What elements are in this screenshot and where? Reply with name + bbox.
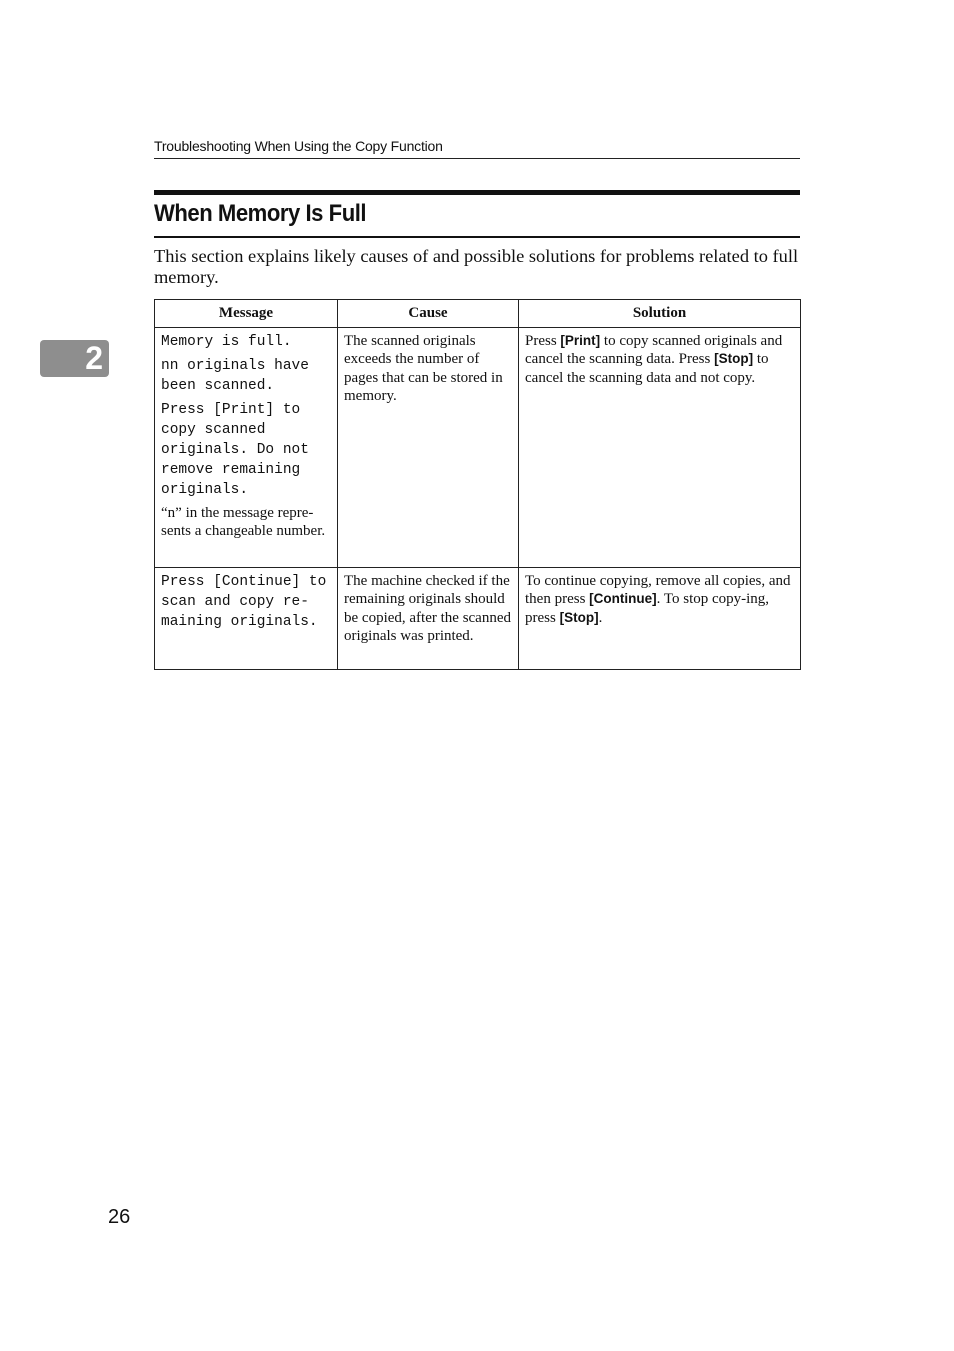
solution-text: Press bbox=[525, 333, 561, 349]
running-header: Troubleshooting When Using the Copy Function bbox=[154, 138, 800, 159]
stop-key-label: [Stop] bbox=[559, 609, 599, 625]
solution-text: to copy scanned originals and cancel the scanning data. Press bbox=[525, 333, 783, 368]
cause-cell: The scanned originals exceeds the number of pages that can be stored in memory. bbox=[338, 328, 519, 568]
column-header-solution: Solution bbox=[519, 300, 801, 328]
continue-key-label: [Continue] bbox=[589, 591, 657, 607]
column-header-message: Message bbox=[155, 300, 338, 328]
message-cell bbox=[155, 568, 338, 670]
message-line: Press [Continue] to scan and copy re-maining originals. bbox=[161, 574, 327, 630]
stop-key-label: [Stop] bbox=[714, 351, 754, 367]
message-line: Press [Print] to copy scanned originals. Do not remove remaining originals. bbox=[161, 402, 309, 498]
solution-text: to cancel the scanning data and not copy. bbox=[525, 351, 769, 386]
message-line: nn originals have been scanned. bbox=[161, 358, 309, 394]
chapter-tab bbox=[40, 340, 109, 377]
message-cell bbox=[155, 328, 338, 568]
solution-text: . bbox=[598, 609, 603, 626]
column-header-cause: Cause bbox=[338, 300, 519, 328]
chapter-number: 2 bbox=[85, 340, 103, 376]
message-note: “n” in the message repre-sents a changeable number. bbox=[161, 505, 326, 539]
solution-cell bbox=[519, 568, 801, 670]
solution-cell bbox=[519, 328, 801, 568]
title-rule-bottom bbox=[154, 236, 800, 238]
message-line: Memory is full. bbox=[161, 334, 292, 350]
table-header-row bbox=[155, 300, 801, 328]
solution-text: . To stop copy-ing, press bbox=[525, 591, 770, 626]
table-row bbox=[155, 568, 801, 670]
table-row bbox=[155, 328, 801, 568]
cause-cell: The machine checked if the remaining originals should be copied, after the scanned originals was printed. bbox=[338, 568, 519, 670]
message-table bbox=[154, 299, 801, 670]
print-key-label: [Print] bbox=[560, 333, 601, 348]
title-rule-top bbox=[154, 190, 800, 195]
intro-paragraph: This section explains likely causes of and possible solutions for problems related to full memory. bbox=[154, 246, 799, 287]
solution-text: To continue copying, remove all copies, and then press bbox=[525, 573, 791, 608]
page-title: When Memory Is Full bbox=[154, 200, 367, 227]
page-number: 26 bbox=[108, 1206, 131, 1228]
